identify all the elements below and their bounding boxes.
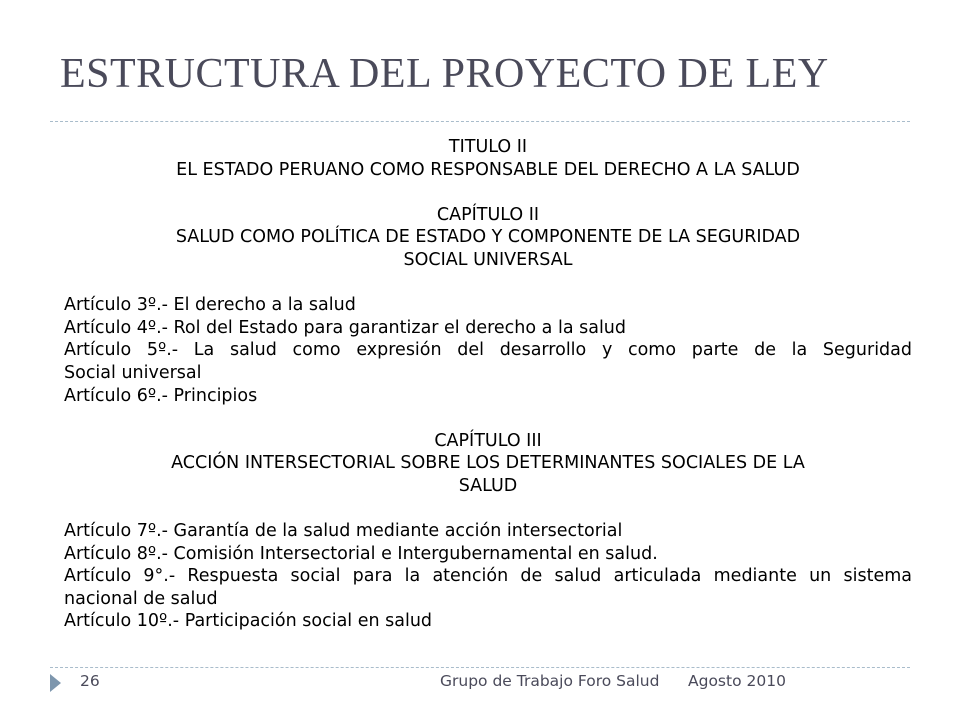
- article-9-line-2: nacional de salud: [64, 588, 218, 609]
- footer-divider: [50, 667, 910, 668]
- article-10: Artículo 10º.- Participación social en salud: [64, 611, 433, 632]
- section-3-subheading-line-1: ACCIÓN INTERSECTORIAL SOBRE LOS DETERMINANTES SOCIALES DE LA: [171, 453, 805, 474]
- article-5-line-2: Social universal: [64, 362, 202, 383]
- article-6: Artículo 6º.- Principios: [64, 385, 258, 406]
- slide-body: [64, 136, 912, 633]
- section-2-heading: CAPÍTULO II: [436, 204, 540, 225]
- article-9-line-1: Artículo 9°.- Respuesta social para la atención de salud articulada mediante un sistema: [64, 566, 912, 587]
- slide-title: ESTRUCTURA DEL PROYECTO DE LEY: [60, 51, 829, 97]
- section-1-subheading: EL ESTADO PERUANO COMO RESPONSABLE DEL DERECHO A LA SALUD: [176, 159, 800, 180]
- article-8: Artículo 8º.- Comisión Intersectorial e Intergubernamental en salud.: [64, 543, 658, 564]
- article-5-line-1: Artículo 5º.- La salud como expresión del desarrollo y como parte de la Seguridad: [64, 340, 912, 361]
- section-2-subheading-line-2: SOCIAL UNIVERSAL: [403, 249, 573, 270]
- article-3: Artículo 3º.- El derecho a la salud: [64, 295, 356, 316]
- page-number: 26: [80, 672, 100, 690]
- triangle-arrow-icon: [50, 674, 61, 692]
- section-3-heading: CAPÍTULO III: [434, 430, 542, 451]
- section-3-subheading-line-2: SALUD: [458, 475, 518, 496]
- article-7: Artículo 7º.- Garantía de la salud mediante acción intersectorial: [64, 521, 623, 542]
- title-divider: [50, 121, 910, 122]
- section-1-heading: TITULO II: [448, 137, 528, 157]
- footer-date: Agosto 2010: [688, 672, 786, 690]
- article-4: Artículo 4º.- Rol del Estado para garantizar el derecho a la salud: [64, 317, 627, 338]
- section-2-subheading-line-1: SALUD COMO POLÍTICA DE ESTADO Y COMPONENTE DE LA SEGURIDAD: [175, 227, 801, 248]
- footer-group: Grupo de Trabajo Foro Salud: [440, 672, 660, 690]
